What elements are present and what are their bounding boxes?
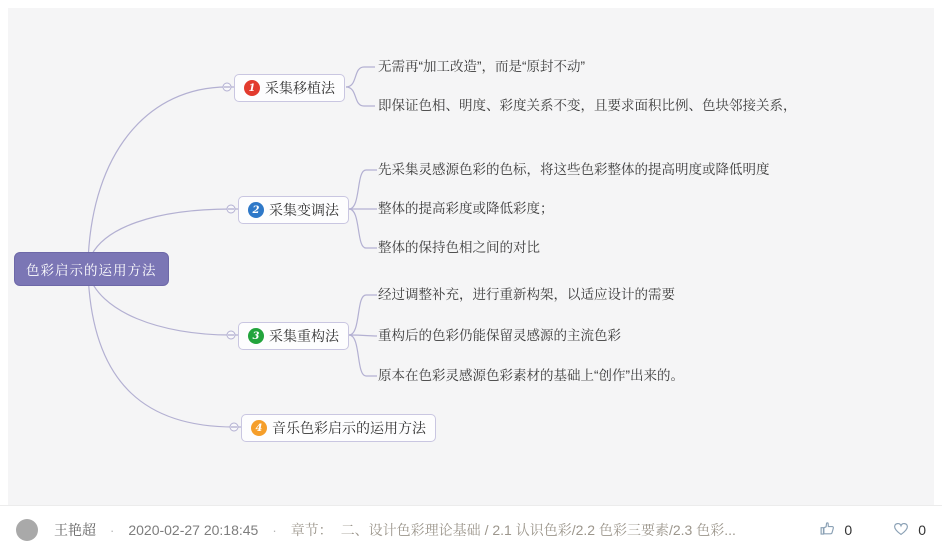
branch-2-label: 采集变调法 <box>269 202 339 218</box>
leaf-node[interactable]: 整体的提高彩度或降低彩度； <box>378 201 554 216</box>
branch-4-label: 音乐色彩启示的运用方法 <box>272 420 426 436</box>
leaf-node[interactable]: 整体的保持色相之间的对比 <box>378 240 540 255</box>
leaf-node[interactable]: 经过调整补充，进行重新构架，以适应设计的需要 <box>378 287 675 302</box>
root-node[interactable]: 色彩启示的运用方法 <box>14 252 169 286</box>
timestamp: 2020-02-27 20:18:45 <box>128 522 259 538</box>
favorite-button[interactable] <box>892 520 910 540</box>
author-name: 王艳超 <box>54 522 96 538</box>
leaf-node[interactable]: 无需再“加工改造”，而是“原封不动” <box>378 59 585 74</box>
separator-dot: · <box>110 522 115 538</box>
branch-4-number-badge: 4 <box>251 420 267 436</box>
chapter-path: 二、设计色彩理论基础 / 2.1 认识色彩/2.2 色彩三要素/2.3 色彩... <box>340 522 736 538</box>
branch-node-2[interactable] <box>238 196 349 224</box>
heart-icon <box>892 520 910 540</box>
footer-bar <box>0 505 942 554</box>
branch-1-number-badge: 1 <box>244 80 260 96</box>
separator-dot: · <box>272 522 277 538</box>
branch-3-label: 采集重构法 <box>269 328 339 344</box>
like-count: 0 <box>844 522 853 538</box>
branch-1-label: 采集移植法 <box>265 80 335 96</box>
branch-3-number-badge: 3 <box>248 328 264 344</box>
branch-node-1[interactable] <box>234 74 345 102</box>
leaf-node[interactable]: 即保证色相、明度、彩度关系不变，且要求面积比例、色块邻接关系， <box>378 98 797 113</box>
like-button[interactable] <box>819 520 836 540</box>
leaf-node[interactable]: 原本在色彩灵感源色彩素材的基础上“创作”出来的。 <box>378 368 684 383</box>
favorite-count: 0 <box>918 522 926 538</box>
chapter-label: 章节： <box>290 522 333 538</box>
branch-node-4[interactable] <box>241 414 436 442</box>
thumbs-up-icon <box>819 520 836 540</box>
leaf-node[interactable]: 先采集灵感源色彩的色标，将这些色彩整体的提高明度或降低明度 <box>378 162 770 177</box>
branch-2-number-badge: 2 <box>248 202 264 218</box>
leaf-node[interactable]: 重构后的色彩仍能保留灵感源的主流色彩 <box>378 328 621 343</box>
branch-node-3[interactable] <box>238 322 349 350</box>
avatar <box>16 519 38 541</box>
